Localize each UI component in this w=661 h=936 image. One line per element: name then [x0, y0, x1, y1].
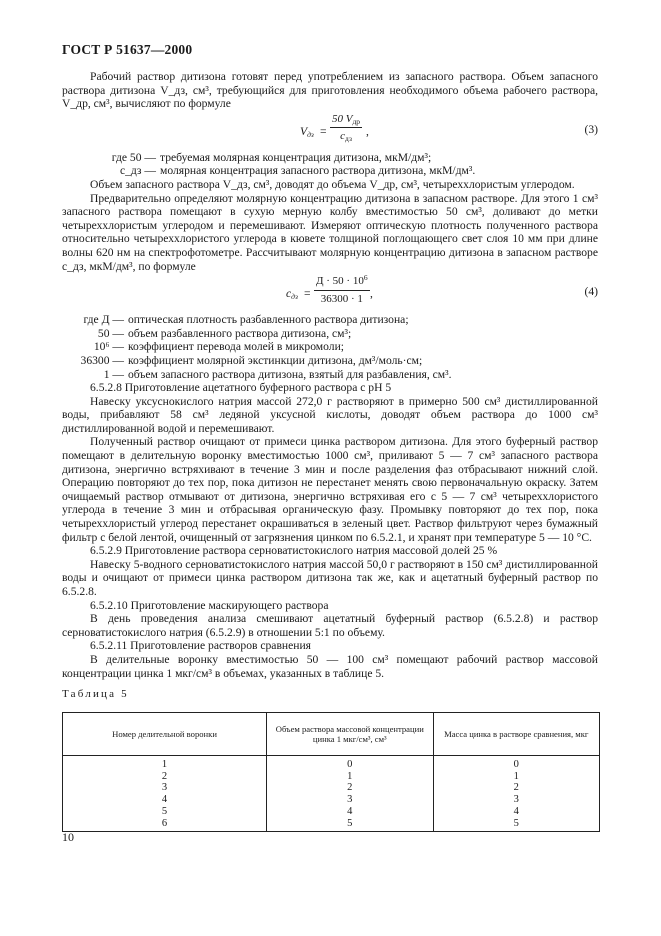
formula-4-lhs: $c_{дз}$ — [286, 287, 298, 302]
table-cell-funnel-numbers: 1 2 3 4 5 6 — [63, 755, 267, 831]
section-6-5-2-10-title: 6.5.2.10 Приготовление маскирующего раствора — [90, 598, 329, 612]
document-header: ГОСТ Р 51637—2000 — [62, 42, 193, 57]
table-header-row — [63, 712, 600, 755]
table-5 — [62, 712, 600, 832]
formula-4-comma: , — [370, 287, 373, 301]
paragraph-masking-solution: В день проведения анализа смешивают ацетатный буферный раствор (6.5.2.8) и раствор серноватистокислого натрия (6.5.2.9) в отношении 5:1 по объему. — [62, 612, 598, 639]
section-6-5-2-8-title: 6.5.2.8 Приготовление ацетатного буферного раствора с рН 5 — [90, 381, 392, 395]
page-number: 10 — [62, 830, 74, 844]
formula-4 — [62, 273, 598, 313]
paragraph-thiosulfate: Навеску 5-водного серноватистокислого натрия массой 50,0 г растворяют в 150 см³ дистиллированной воды и очищают от примеси цинка раствором дитизона так же, как и ацетатный буферный раствор по 6.5.2.8. — [62, 557, 598, 598]
paragraph-buffer-purification: Полученный раствор очищают от примеси цинка раствором дитизона. Для этого буферный раствор помещают в делительную воронку вместимостью 1000 см³, приливают 5 — 7 см³ запасного раствора дитизона, энергично встряхивают в течение 3 мин и после разделения фаз отбрасывают нижний слой. Операцию повторяют до тех пор, пока дитизон не перестанет менять свою первоначальную окраску. Затем очищаемый раствор отмывают от дитизона, энергично встряхивая его с 5 — 7 см³ четыреххлористого углерода в течение 3 мин и отбрасывая органическую фазу. Промывку повторяют до тех пор, пока четыреххлористый углерод перестанет окрашиваться в зеленый цвет. Раствор фильтруют через бумажный фильтр с белой лентой, очищенный от загрязнения цинком по 6.5.2.1, и хранят при температуре 5 — 10 °С. — [62, 435, 598, 544]
table-header-zinc-mass: Масса цинка в растворе сравнения, мкг — [433, 712, 599, 755]
paragraph-volume: Объем запасного раствора V_дз, см³, доводят до объема V_др, см³, четыреххлористым углеродом. — [90, 177, 575, 191]
definition-item: 10⁶ — коэффициент перевода молей в микромоли; — [93, 340, 344, 354]
table-row — [63, 755, 600, 831]
section-6-5-2-11-title: 6.5.2.11 Приготовление растворов сравнения — [90, 639, 312, 653]
section-6-5-2-9-title: 6.5.2.9 Приготовление раствора серноватистокислого натрия массовой долей 25 % — [90, 544, 498, 558]
definition-item: 36300 — коэффициент молярной экстинкции дитизона, дм³/моль·см; — [80, 353, 423, 367]
definition-item: 1 — объем запасного раствора дитизона, взятый для разбавления, см³. — [103, 367, 452, 381]
formula-3-comma: , — [366, 124, 369, 138]
definition-item: 50 — объем разбавленного раствора дитизона, см³; — [97, 326, 352, 340]
formula-3-equals: = — [320, 124, 327, 138]
table-header-funnel-number: Номер делительной воронки — [63, 712, 267, 755]
formula-3-lhs: $V_{дз}$ — [300, 124, 314, 139]
formula-4-number: (4) — [584, 285, 598, 299]
definition-item: где 50 — требуемая молярная концентрация дитизона, мкМ/дм³; — [111, 150, 432, 164]
table-header-solution-volume: Объем раствора массовой концентрации цинка 1 мкг/см³, см³ — [267, 712, 433, 755]
paragraph-concentration-method: Предварительно определяют молярную концентрацию дитизона в запасном растворе. Для этого 1 см³ запасного раствора помещают в сухую мерную колбу вместимостью 50 см³, доливают до метки четыреххлористым углеродом и перемешивают. Измеряют оптическую плотность полученного раствора относительно четыреххлористого углерода в кювете толщиной поглощающего свет слоя 10 мм при длине волны 620 нм на спектрофотометре. Рассчитывают молярную концентрацию дитизона в запасном растворе c_дз, мкМ/дм³, по формуле — [62, 191, 598, 273]
formula-4-equals: = — [304, 287, 311, 301]
paragraph-acetate-buffer: Навеску уксуснокислого натрия массой 272,0 г растворяют в примерно 500 см³ дистиллированной воды, прибавляют 58 см³ ледяной уксусной кислоты, доводят объем раствора до 1000 см³ дистиллированной водой и перемешивают. — [62, 394, 598, 435]
table-cell-zinc-masses: 0 1 2 3 4 5 — [433, 755, 599, 831]
paragraph-working-solution: Рабочий раствор дитизона готовят перед употреблением из запасного раствора. Объем запасного раствора дитизона V_дз, см³, требующийся для приготовления необходимого объема рабочего раствора, V_др, см³, вычисляют по формуле — [62, 70, 598, 111]
formula-4-fraction: $Д \cdot 50 \cdot 10^6$ 36300 · 1 — [316, 273, 368, 305]
definition-item: c_дз — молярная концентрация запасного раствора дитизона, мкМ/дм³. — [119, 164, 476, 178]
table-cell-volumes: 0 1 2 3 4 5 — [267, 755, 433, 831]
formula-3 — [62, 111, 598, 151]
paragraph-reference-solutions: В делительные воронку вместимостью 50 — 100 см³ помещают рабочий раствор массовой концентрации цинка 1 мкг/см³ в объемах, указанных в таблице 5. — [62, 652, 598, 680]
formula-3-fraction: 50 $V_{др}$ $c_{дз}$ — [332, 112, 361, 144]
definition-item: где Д — оптическая плотность разбавленного раствора дитизона; — [83, 313, 409, 327]
table-caption: Таблица 5 — [62, 688, 129, 701]
formula-3-number: (3) — [584, 122, 598, 136]
document-body — [62, 70, 598, 832]
